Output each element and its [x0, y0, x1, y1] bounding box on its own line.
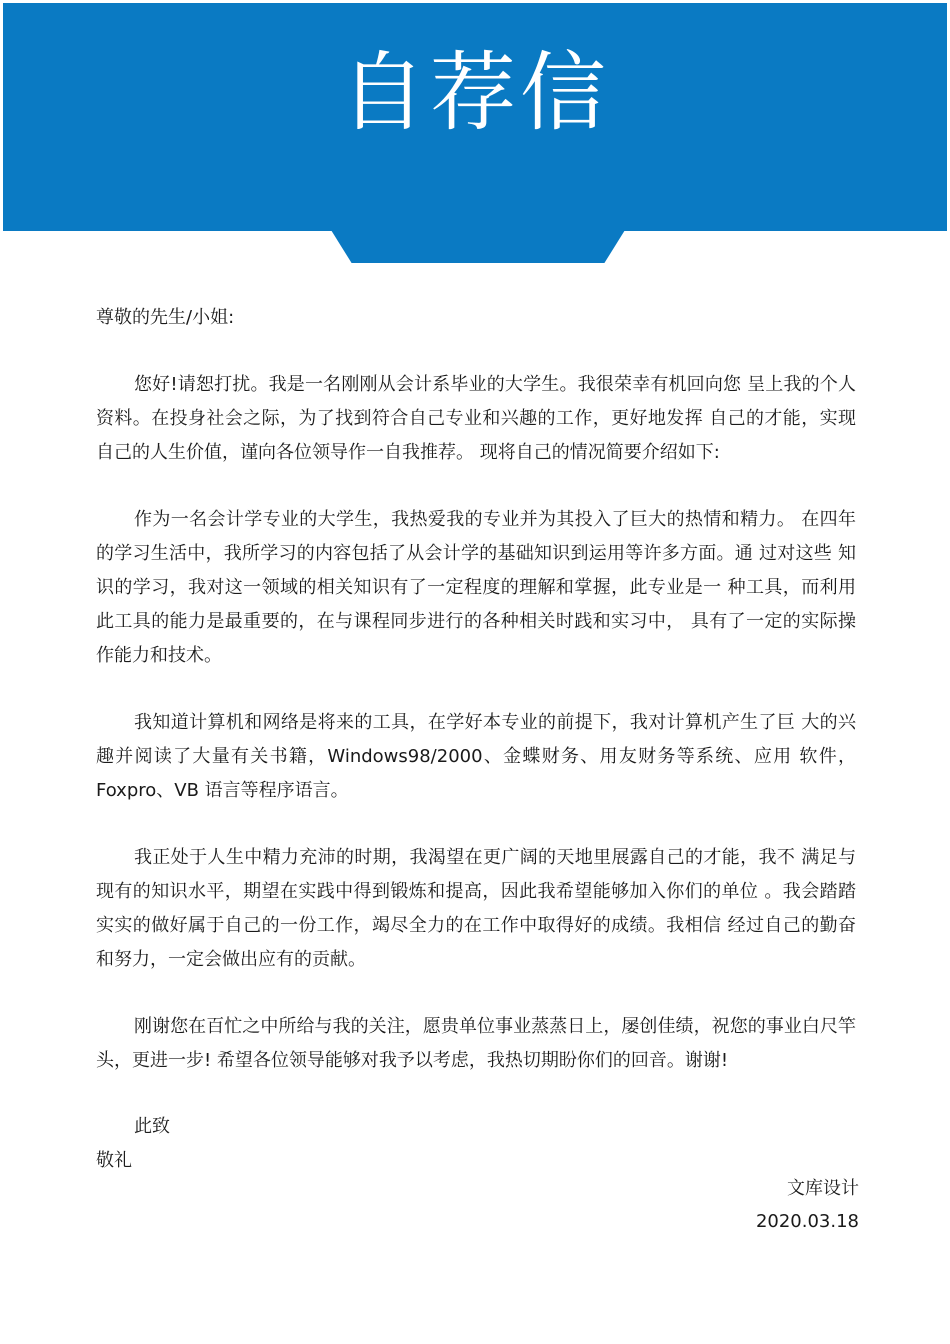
page-title: 自荐信 — [340, 43, 610, 143]
sender-name: 文库设计 — [787, 1178, 859, 1199]
letter-date: 2020.03.18 — [755, 1211, 859, 1232]
paragraph-major: 作为一名会计学专业的大学生，我热爱我的专业并为其投入了巨大的热情和精力。 在四年的学习生活中，我所学习的内容包括了从会计学的基础知识到运用等许多方面。通 过对这些 知识的学习，我对这一领域的相关知识有了一定程度的理解和掌握，此专业是一 种工具，而利用此工具的能力是最重要的，在与课程同步进行的各种相关时践和实习中， 具有了一定的实际操作能力和技术。 — [96, 509, 856, 666]
letter-body — [96, 301, 856, 1178]
paragraph-computer-skills: 我知道计算机和网络是将来的工具，在学好本专业的前提下，我对计算机产生了巨 大的兴趣并阅读了大量有关书籍，Windows98/2000、金蝶财务、用友财务等系统、应用 软件，Foxpro、VB 语言等程序语言。 — [96, 712, 856, 801]
regards-line: 敬礼 — [96, 1150, 132, 1171]
header-banner-notch — [331, 230, 625, 263]
paragraph-aspiration: 我正处于人生中精力充沛的时期，我渴望在更广阔的天地里展露自己的才能，我不 满足与现有的知识水平，期望在实践中得到锻炼和提高，因此我希望能够加入你们的单位 。我会踏踏实实的做好属于自己的一份工作，竭尽全力的在工作中取得好的成绩。我相信 经过自己的勤奋和努力，一定会做出应有的贡献。 — [96, 847, 856, 970]
closing-line: 此致 — [134, 1116, 170, 1137]
paragraph-greeting: 您好!请恕打扰。我是一名刚刚从会计系毕业的大学生。我很荣幸有机回向您 呈上我的个人资料。在投身社会之际，为了找到符合自己专业和兴趣的工作，更好地发挥 自己的才能，实现自己的人生价值，谨向各位领导作一自我推荐。 现将自己的情况简要介绍如下: — [96, 374, 856, 463]
signature-block — [756, 1172, 859, 1238]
salutation: 尊敬的先生/小姐: — [96, 307, 235, 328]
paragraph-thanks: 刚谢您在百忙之中所给与我的关注，愿贵单位事业蒸蒸日上，屡创佳绩，祝您的事业白尺竿头，更进一步! 希望各位领导能够对我予以考虑，我热切期盼你们的回音。谢谢! — [96, 1016, 856, 1071]
